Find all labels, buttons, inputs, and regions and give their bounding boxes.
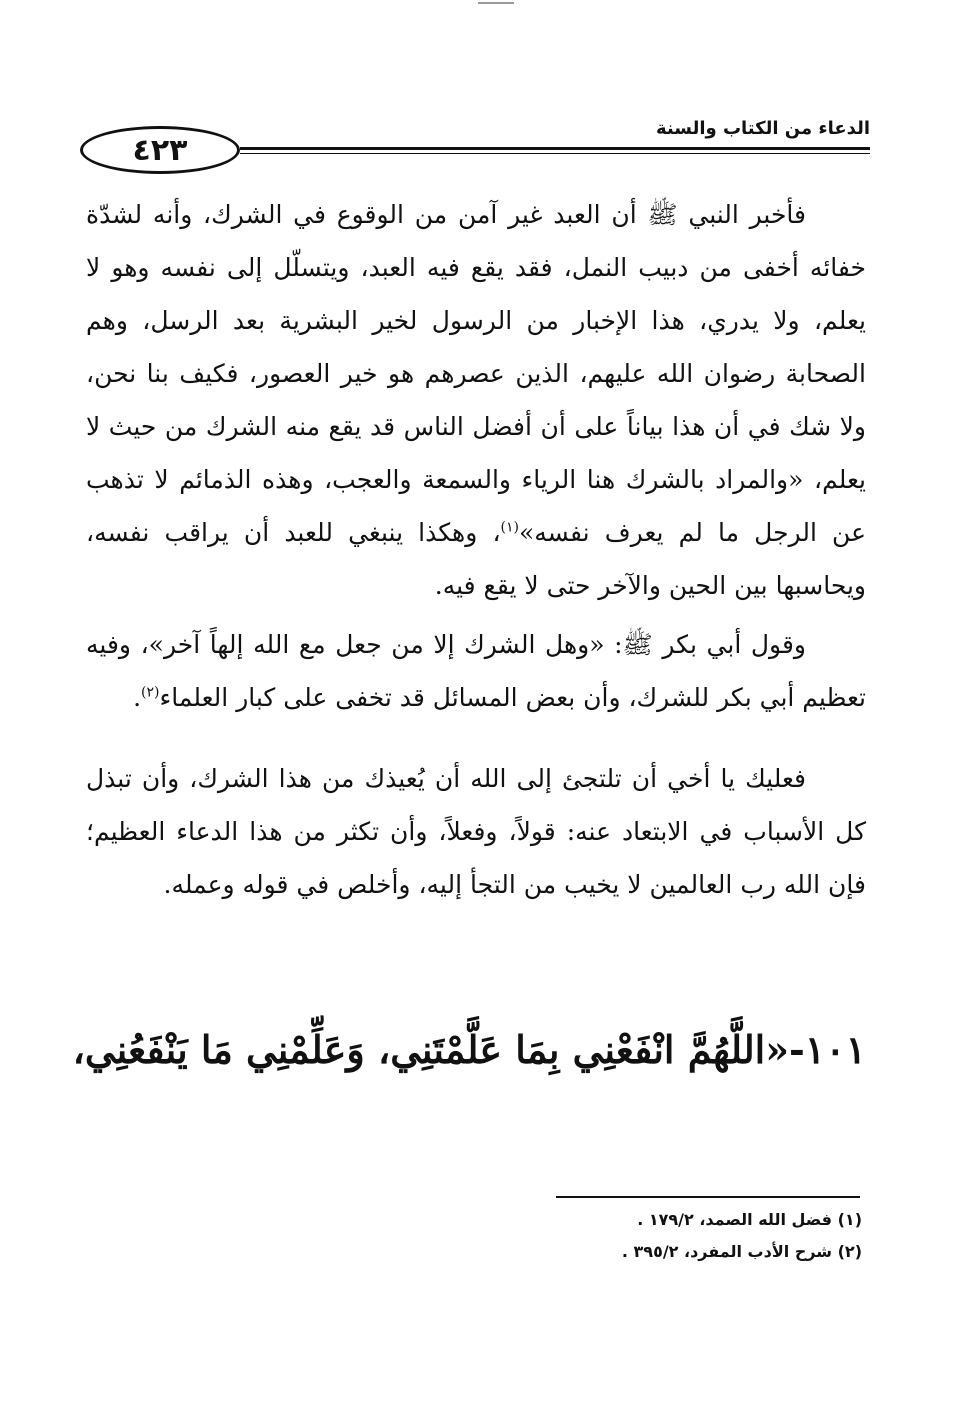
paragraph-1-part1: فأخبر النبي ﷺ أن العبد غير آمن من الوقوع في الشرك، وأنه لشدّة خفائه أخفى من دبيب النمل، فقد يقع فيه العبد، ويتسلّل إلى نفسه وهو لا يعلم، ولا يدري، هذا الإخبار من الرسول لخير البشرية بعد الرسل، وهم الصحابة رضوان الله عليهم، الذين عصرهم هو خير العصور، فكيف بنا نحن، ولا شك في أن هذا بياناً على أن أفضل الناس قد يقع منه الشرك من حيث لا يعلم، «والمراد بالشرك هنا الرياء والسمعة والعجب، وهذه الذمائم لا تذهب عن الرجل ما لم يعرف نفسه»	[86, 200, 866, 547]
footnote-2	[300, 1236, 862, 1268]
dua-separator: -	[788, 1027, 805, 1072]
paragraph-2	[86, 618, 866, 724]
dua-text: «اللَّهُمَّ انْفَعْنِي بِمَا عَلَّمْتَنِي، وَعَلِّمْنِي مَا يَنْفَعُنِي،	[72, 1027, 789, 1072]
footnote-1	[300, 1204, 862, 1236]
dua-heading	[72, 1020, 866, 1080]
header-rule-thick	[240, 147, 870, 150]
paragraph-3: فعليك يا أخي أن تلتجئ إلى الله أن يُعيذك من هذا الشرك، وأن تبذل كل الأسباب في الابتعاد عنه: قولاً، وفعلاً، وأن تكثر من هذا الدعاء العظيم؛ فإن الله رب العالمين لا يخيب من التجأ إليه، وأخلص في قوله وعمله.	[86, 764, 866, 899]
footnote-ref-1: (١)	[500, 519, 519, 536]
footnotes	[300, 1204, 862, 1268]
page-number: ٤٢٣	[132, 132, 188, 168]
page-number-badge	[80, 126, 240, 174]
footnote-2-text: شرح الأدب المفرد، ٣٩٥/٢ .	[621, 1242, 833, 1261]
paragraph-1	[86, 188, 866, 612]
running-title: الدعاء من الكتاب والسنة	[648, 118, 870, 139]
paragraph-2-part2: .	[133, 683, 142, 712]
main-text	[86, 188, 866, 911]
header-rule-thin	[240, 153, 870, 154]
footnote-1-text: فضل الله الصمد، ١٧٩/٢ .	[637, 1210, 833, 1229]
footnote-rule	[556, 1196, 860, 1198]
footnote-1-marker: (١)	[837, 1210, 862, 1229]
paragraph-1-part2: ، وهكذا ينبغي للعبد أن يراقب نفسه، ويحاسبها بين الحين والآخر حتى لا يقع فيه.	[86, 518, 866, 600]
footnote-ref-2: (٢)	[141, 684, 160, 701]
footnote-2-marker: (٢)	[837, 1242, 862, 1261]
paragraph-2-part1: وقول أبي بكر ﷺ: «وهل الشرك إلا من جعل مع الله إلهاً آخر»، وفيه تعظيم أبي بكر للشرك، وأن بعض المسائل قد تخفى على كبار العلماء	[86, 630, 866, 712]
dua-number: ١٠١	[804, 1027, 866, 1072]
page-header	[80, 118, 870, 180]
top-scan-mark	[478, 2, 514, 4]
